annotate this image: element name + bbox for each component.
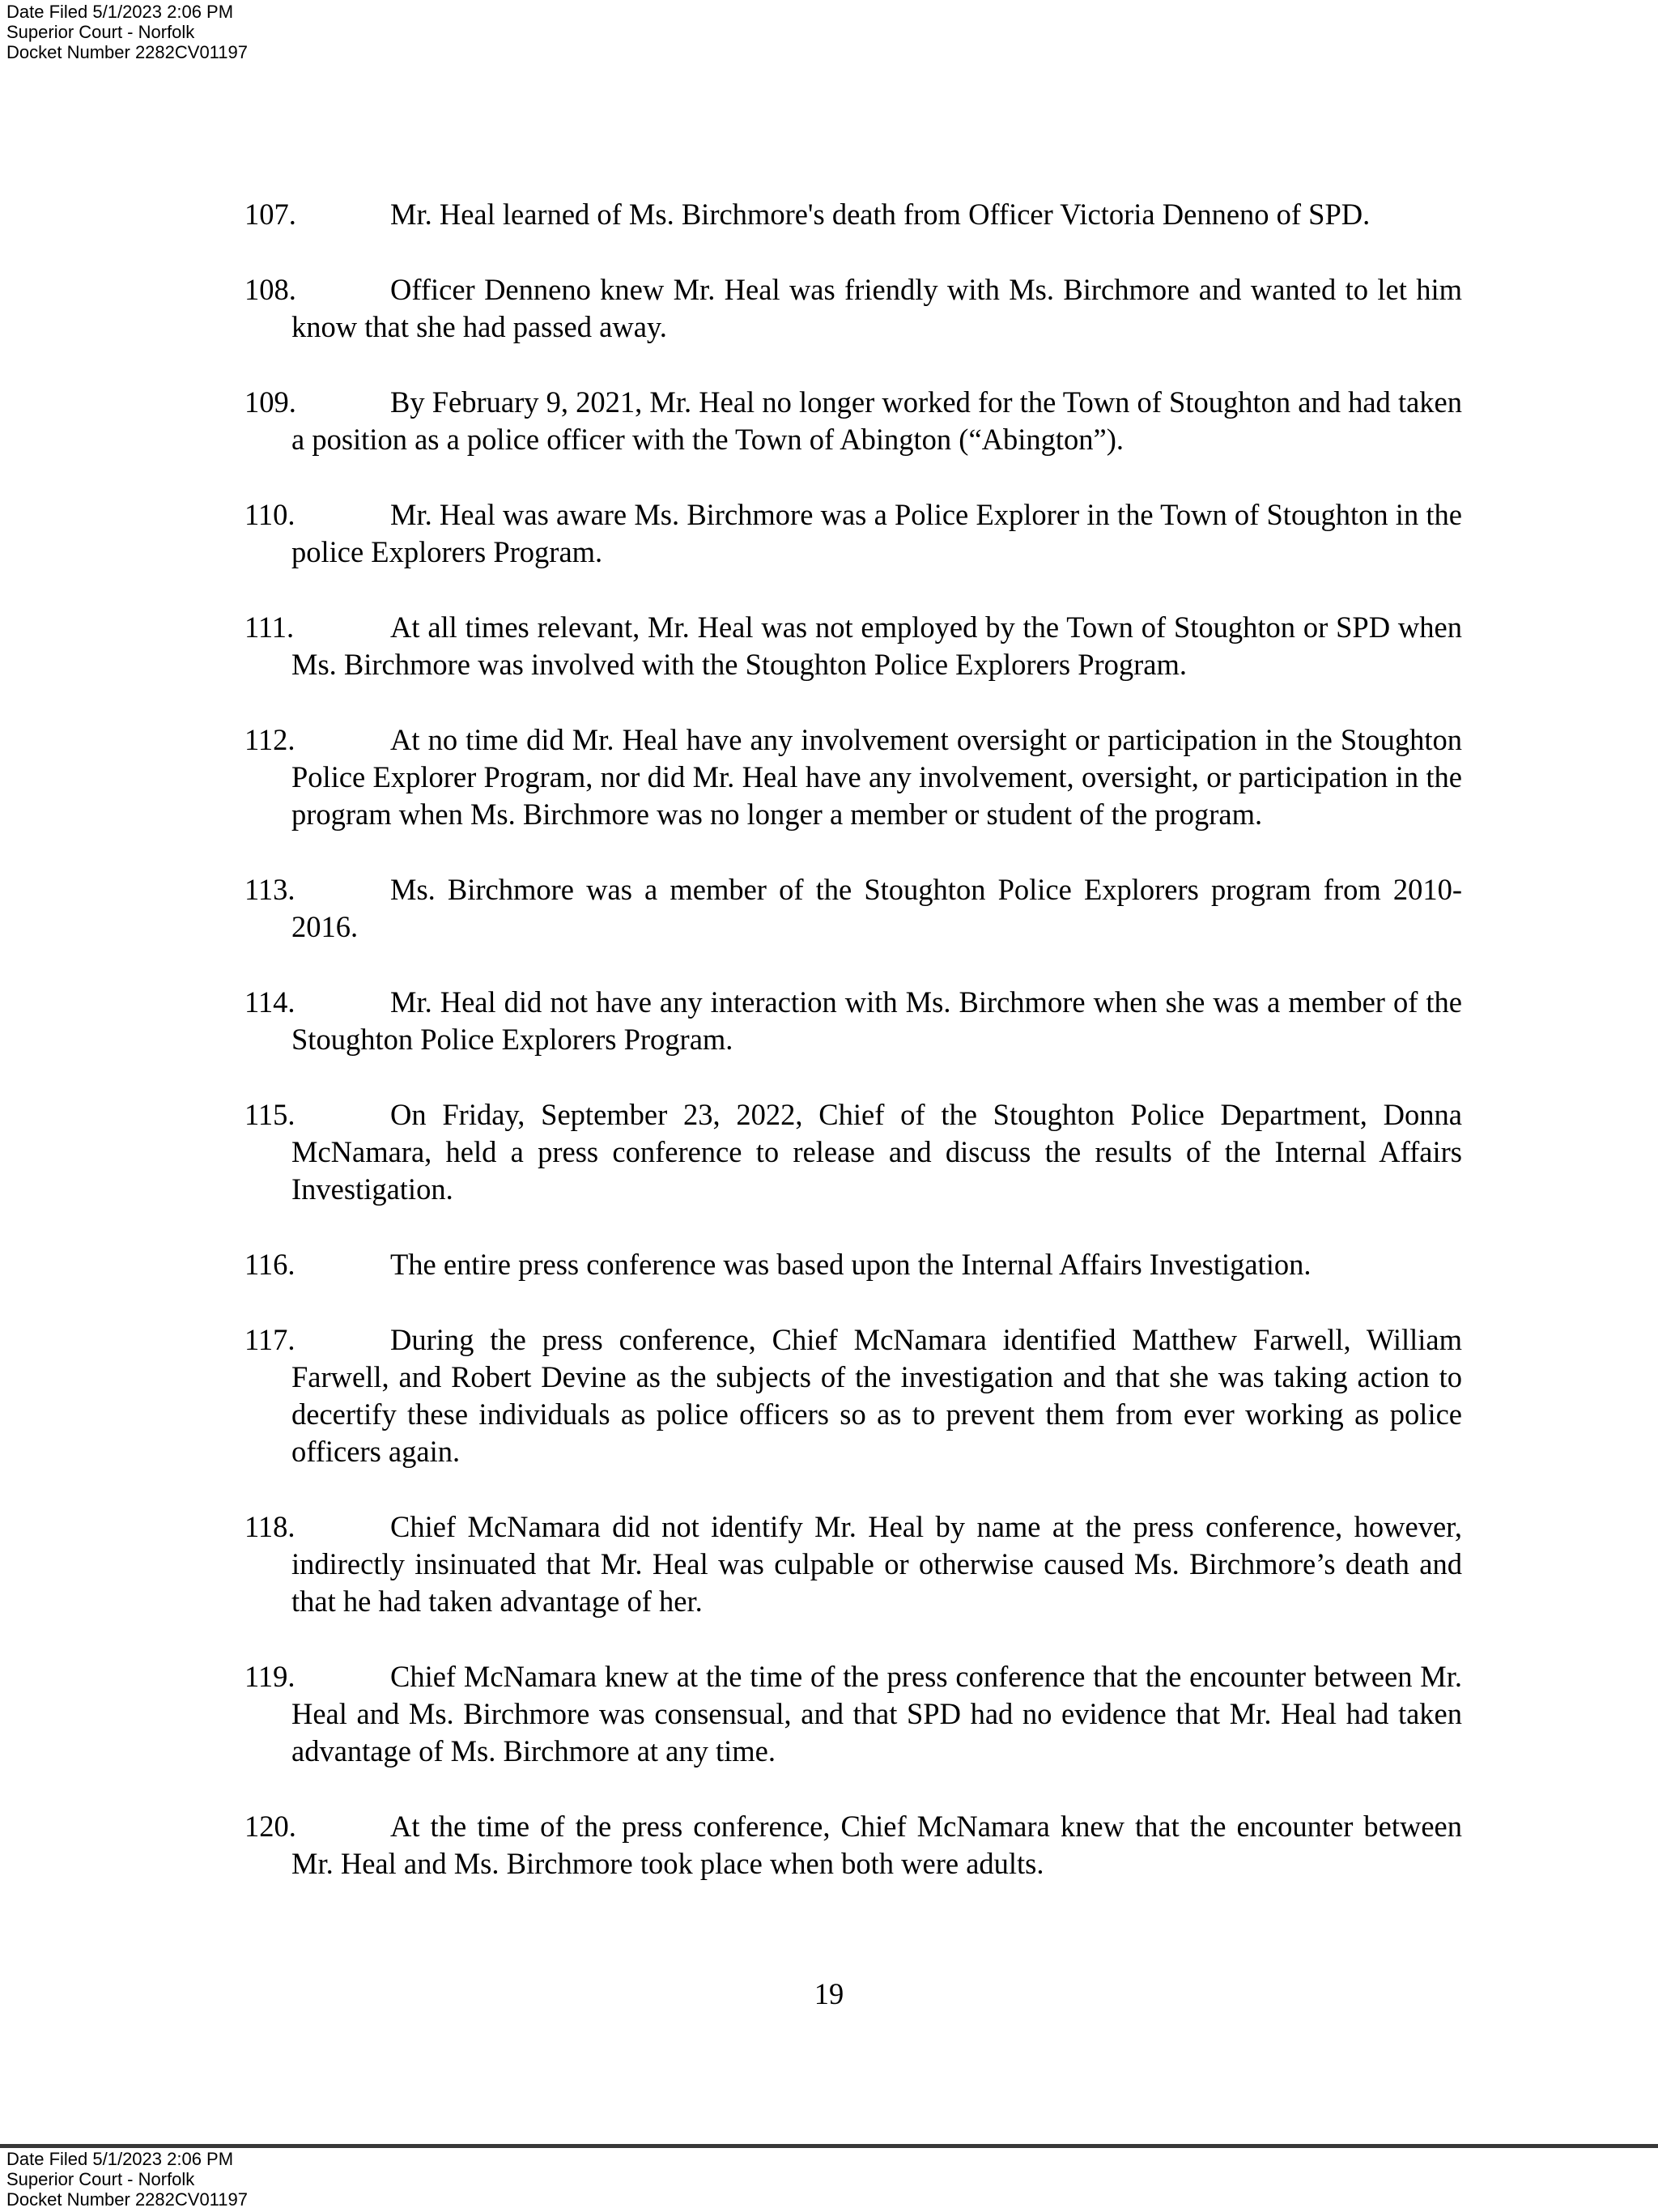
paragraph-number: 118. [244, 1510, 295, 1543]
paragraph-text: On Friday, September 23, 2022, Chief of the Stoughton Police Department, Donna McNamara, held a press conference to release and discuss the results of the Internal Affairs Investigation. [291, 1098, 1462, 1206]
paragraph-number: 120. [244, 1810, 296, 1843]
paragraph [244, 196, 1462, 233]
paragraph [244, 1508, 1462, 1620]
paragraph-text: The entire press conference was based upon the Internal Affairs Investigation. [390, 1248, 1312, 1281]
paragraph [244, 609, 1462, 683]
paragraph [244, 496, 1462, 571]
paragraph [244, 1658, 1462, 1770]
paragraph-number: 112. [244, 723, 295, 756]
paragraph [244, 1096, 1462, 1208]
paragraph [244, 1321, 1462, 1470]
docket-number: Docket Number 2282CV01197 [6, 2189, 248, 2210]
paragraph-text: At no time did Mr. Heal have any involvement oversight or participation in the Stoughton Police Explorer Program, nor did Mr. Heal have any involvement, oversight, or participation in the program when Ms. Birchmore was no longer a member or student of the program. [291, 723, 1462, 831]
paragraph-number: 117. [244, 1323, 295, 1356]
paragraph-number: 113. [244, 873, 295, 906]
paragraph-text: At the time of the press conference, Chief McNamara knew that the encounter between Mr. Heal and Ms. Birchmore took place when both were adults. [291, 1810, 1462, 1880]
paragraph-number: 110. [244, 498, 295, 531]
court-name: Superior Court - Norfolk [6, 22, 195, 42]
paragraph-number: 107. [244, 198, 296, 231]
filing-stamp-header [6, 2, 248, 62]
paragraph-text: Ms. Birchmore was a member of the Stoughton Police Explorers program from 2010-2016. [291, 873, 1462, 943]
court-name: Superior Court - Norfolk [6, 2169, 195, 2189]
paragraph [244, 271, 1462, 346]
paragraph-text: Mr. Heal learned of Ms. Birchmore's death from Officer Victoria Denneno of SPD. [390, 198, 1371, 231]
paragraph-text: By February 9, 2021, Mr. Heal no longer worked for the Town of Stoughton and had taken a position as a police officer with the Town of Abington (“Abington”). [291, 385, 1462, 456]
paragraph-number: 114. [244, 985, 295, 1019]
paragraph-number: 109. [244, 385, 296, 419]
paragraph [244, 1246, 1462, 1283]
page-divider [0, 2144, 1658, 2148]
paragraph-number: 108. [244, 273, 296, 306]
paragraph-number: 115. [244, 1098, 295, 1131]
date-filed: Date Filed 5/1/2023 2:06 PM [6, 2149, 234, 2169]
paragraph-text: During the press conference, Chief McNamara identified Matthew Farwell, William Farwell, and Robert Devine as the subjects of the investigation and that she was taking action to decertify these individuals as police officers so as to prevent them from ever working as police officers again. [291, 1323, 1462, 1468]
paragraph [244, 1808, 1462, 1882]
paragraph-text: At all times relevant, Mr. Heal was not employed by the Town of Stoughton or SPD when Ms. Birchmore was involved with the Stoughton Police Explorers Program. [291, 610, 1462, 681]
document-body [244, 196, 1462, 1921]
paragraph-text: Mr. Heal did not have any interaction with Ms. Birchmore when she was a member of the Stoughton Police Explorers Program. [291, 985, 1462, 1056]
paragraph [244, 871, 1462, 946]
docket-number: Docket Number 2282CV01197 [6, 42, 248, 62]
paragraph-text: Chief McNamara did not identify Mr. Heal by name at the press conference, however, indirectly insinuated that Mr. Heal was culpable or otherwise caused Ms. Birchmore’s death and that he had taken advantage of her. [291, 1510, 1462, 1618]
paragraph-text: Chief McNamara knew at the time of the press conference that the encounter between Mr. Heal and Ms. Birchmore was consensual, and that SPD had no evidence that Mr. Heal had taken advantage of Ms. Birchmore at any time. [291, 1660, 1462, 1767]
paragraph-number: 116. [244, 1248, 295, 1281]
paragraph-number: 119. [244, 1660, 295, 1693]
paragraph-text: Officer Denneno knew Mr. Heal was friendly with Ms. Birchmore and wanted to let him know that she had passed away. [291, 273, 1462, 343]
page-number: 19 [814, 1977, 844, 2010]
paragraph [244, 984, 1462, 1058]
filing-stamp-footer [6, 2149, 248, 2210]
paragraph [244, 721, 1462, 833]
paragraph-number: 111. [244, 610, 295, 644]
date-filed: Date Filed 5/1/2023 2:06 PM [6, 2, 234, 22]
paragraph [244, 384, 1462, 458]
paragraph-text: Mr. Heal was aware Ms. Birchmore was a Police Explorer in the Town of Stoughton in the police Explorers Program. [291, 498, 1462, 568]
